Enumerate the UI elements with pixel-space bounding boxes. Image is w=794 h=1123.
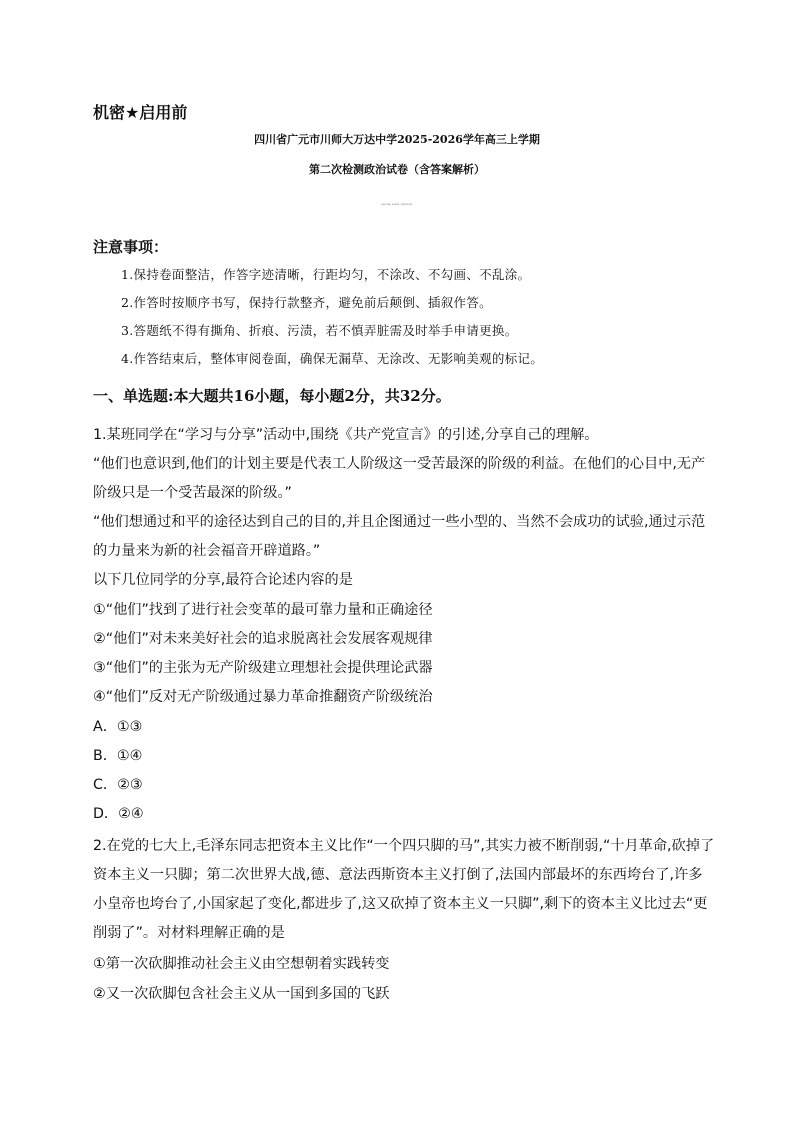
- question-1-option-c: C．②③: [93, 777, 143, 793]
- confidential-label: 机密★启用前: [93, 103, 188, 122]
- question-1-quote-1-line-1: “他们也意识到,他们的计划主要是代表工人阶级这一受苦最深的阶级的利益。在他们的心目中,无产: [93, 456, 706, 472]
- question-1-stem: 1.某班同学在“学习与分享”活动中,围绕《共产党宣言》的引述,分享自己的理解。: [93, 427, 599, 443]
- exam-info: 本试卷共21题，满分100分。考试时间75分钟。: [381, 205, 413, 206]
- question-1-statement-1: ①“他们”找到了进行社会变革的最可靠力量和正确途径: [93, 602, 433, 618]
- notes-heading: 注意事项：: [93, 238, 169, 256]
- note-item-2: 2.作答时按顺序书写，保持行款整齐，避免前后颠倒、插叙作答。: [121, 295, 492, 310]
- note-item-1: 1.保持卷面整洁，作答字迹清晰，行距均匀，不涂改、不勾画、不乱涂。: [121, 267, 531, 282]
- question-1-statement-2: ②“他们”对未来美好社会的追求脱离社会发展客观规律: [93, 631, 433, 647]
- question-1-statement-3: ③“他们”的主张为无产阶级建立理想社会提供理论武器: [93, 660, 433, 676]
- question-1-prompt: 以下几位同学的分享,最符合论述内容的是: [93, 572, 353, 588]
- exam-title-line-2: 第二次检测政治试卷（含答案解析）: [309, 163, 485, 176]
- question-2-line-4: 削弱了”。对材料理解正确的是: [93, 925, 285, 941]
- question-1-quote-1-line-2: 阶级只是一个受苦最深的阶级。”: [93, 485, 292, 501]
- question-2-line-2: 资本主义一只脚；第二次世界大战,德、意法西斯资本主义打倒了,法国内部最坏的东西垮台了,许多: [93, 867, 703, 883]
- question-2-line-3: 小皇帝也垮台了,小国家起了变化,都进步了,这又砍掉了资本主义一只脚”,剩下的资本主义比过去“更: [93, 896, 708, 912]
- question-1-option-d: D．②④: [93, 806, 144, 822]
- note-item-4: 4.作答结束后，整体审阅卷面，确保无漏草、无涂改、无影响美观的标记。: [121, 351, 544, 366]
- note-item-3: 3.答题纸不得有撕角、折痕、污渍，若不慎弄脏需及时举手申请更换。: [121, 323, 518, 338]
- question-1-quote-2-line-1: “他们想通过和平的途径达到自己的目的,并且企图通过一些小型的、当然不会成功的试验,通过示范: [93, 514, 706, 530]
- question-2-statement-2: ②又一次砍脚包含社会主义从一国到多国的飞跃: [93, 986, 390, 1002]
- question-1-option-b: B．①④: [93, 748, 143, 764]
- question-2-statement-1: ①第一次砍脚推动社会主义由空想朝着实践转变: [93, 956, 390, 972]
- exam-title-line-1: 四川省广元市川师大万达中学2025-2026学年高三上学期: [254, 133, 540, 146]
- question-1-quote-2-line-2: 的力量来为新的社会福音开辟道路。”: [93, 543, 321, 559]
- question-1-statement-4: ④“他们”反对无产阶级通过暴力革命推翻资产阶级统治: [93, 689, 433, 705]
- question-1-option-a: A．①③: [93, 719, 143, 735]
- question-2-line-1: 2.在党的七大上,毛泽东同志把资本主义比作“一个四只脚的马”,其实力被不断削弱,“十月革命,砍掉了: [93, 838, 715, 854]
- section-heading: 一、单选题:本大题共16小题，每小题2分，共32分。: [93, 387, 451, 405]
